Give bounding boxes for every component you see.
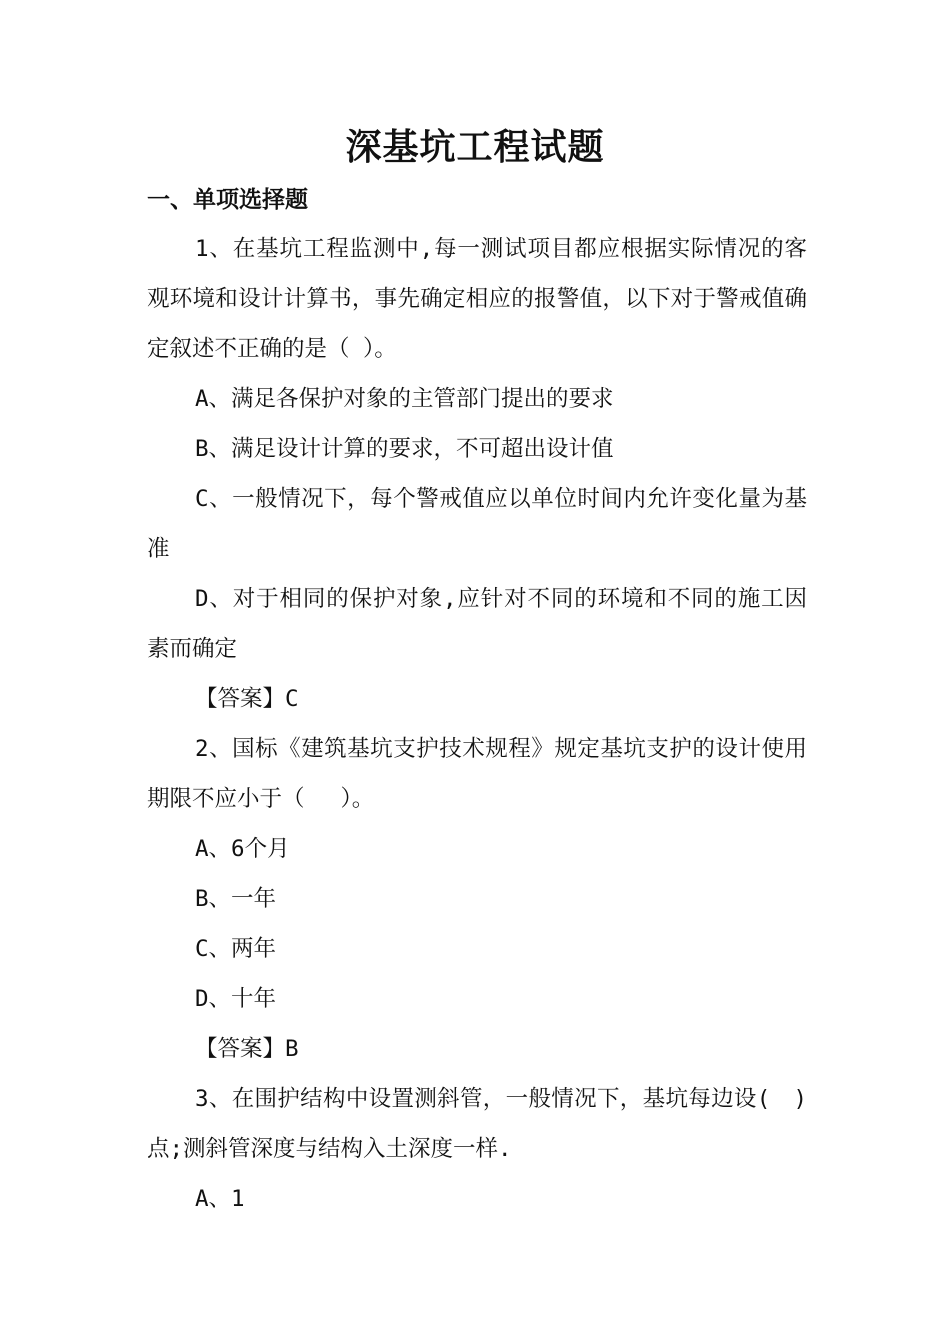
question-2-option-b: B、一年 [195,886,277,912]
question-2-option-a: A、6个月 [195,836,290,862]
question-2-option-c: C、两年 [195,936,277,962]
section-heading: 一、单项选择题 [147,187,308,213]
question-1-option-c: C、一般情况下，每个警戒值应以单位时间内允许变化量为基准 [147,486,807,562]
question-2-option-d: D、十年 [195,986,277,1012]
question-1-stem: 1、在基坑工程监测中,每一测试项目都应根据实际情况的客观环境和设计计算书，事先确定相应的报警值，以下对于警戒值确定叙述不正确的是（ ）。 [147,236,807,362]
question-2-stem: 2、国标《建筑基坑支护技术规程》规定基坑支护的设计使用期限不应小于（ ）。 [147,736,807,812]
question-1-option-a: A、满足各保护对象的主管部门提出的要求 [195,386,614,412]
question-1-option-b: B、满足设计计算的要求，不可超出设计值 [195,436,614,462]
document-body [147,224,807,1224]
document-title: 深基坑工程试题 [345,126,605,168]
question-1-answer: 【答案】C [195,686,299,712]
question-1-option-d: D、对于相同的保护对象,应针对不同的环境和不同的施工因素而确定 [147,586,807,662]
question-2-answer: 【答案】B [195,1036,299,1062]
question-3-option-a: A、1 [195,1186,245,1212]
question-3-stem: 3、在围护结构中设置测斜管，一般情况下，基坑每边设( )点;测斜管深度与结构入土深度一样. [147,1086,807,1162]
